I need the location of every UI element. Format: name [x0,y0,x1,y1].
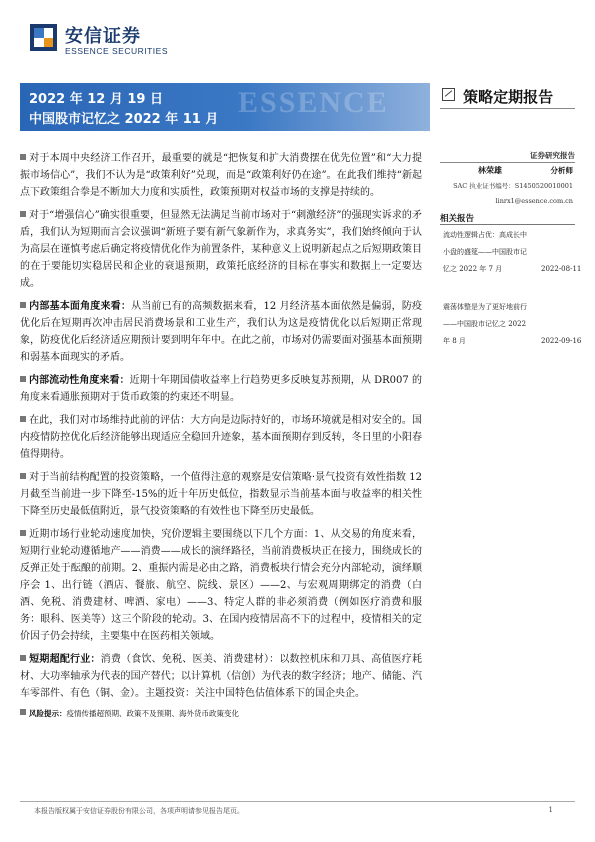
page-number: 1 [548,806,553,814]
report-category: 证券研究报告 [530,151,575,160]
body-paragraph: 对于当前结构配置的投资策略，一个值得注意的观察是安信策略·景气投资有效性指数 12 月截至当前进一步下降至-15%的近十年历史低位，指数显示当前基本面与收益率的相关性下降至历史最低值附近，景气投资策略的有效性也下降至历史最低。 [20,472,422,517]
body-paragraph: 对于本周中央经济工作召开，最重要的就是“把恢复和扩大消费摆在优先位置”和“大力提振市场信心”，我们不认为是“政策利好”兑现，而是“政策利好仍在途”。在此我们维持“新起点下政策组合拳是不断加大力度和实质性，政策预期对权益市场的支撑是持续的。 [20,153,422,198]
author-email[interactable]: linrx1@essence.com.cn [495,197,573,205]
report-body [20,150,422,726]
bullet-square-icon [20,655,26,661]
footer-divider [20,801,575,802]
body-paragraph: 近期市场行业轮动速度加快，究价逻辑主要围绕以下几个方面：1、从交易的角度来看，短期行业轮动遵循地产——消费——成长的演绎路径，当前消费板块正在接力，围绕成长的反弹正处于酝酿的前期。2、重振内需是必由之路，消费板块行情会充分内部轮动，演绎顺序会 1、出行链（酒店、餐旅、航空、院线、景区）——2、与宏观周期绑定的消费（白酒、免税、消费建材、啤酒、家电）——3、特定人群的非必须消费（例如医疗消费和服务：眼科、医美等）这三个阶段的轮动。3、在国内疫情居高不下的过程中，疫情相关的定价因子仍会持续，主要集中在医药相关领域。 [20,529,422,642]
body-paragraph: 对于“增强信心”确实很重要，但显然无法满足当前市场对于“刺激经济”的强现实诉求的矛盾，我们认为短期而言会议强调“新班子要有新气象新作为，求真务实”，我们始终倾向于认为高层在谨慎考虑后确定将疫情优化作为前置条件，某种意义上说明新起点之后短期政策目的在于要能切实稳居民和企业的衰退预期，政策托底经济的目标在事实和数据上一定要达成。 [20,210,422,289]
related-report-item[interactable] [443,227,582,278]
bullet-square-icon [20,154,26,160]
company-logo [30,22,180,62]
logo-name-en: ESSENCE SECURITIES [65,46,168,56]
divider [440,224,575,225]
related-report-item[interactable] [443,299,582,350]
report-date: 2022 年 12 月 19 日 [29,92,163,107]
logo-mark-icon [30,24,57,51]
header-banner [20,83,430,131]
report-type [442,86,553,107]
related-reports-heading: 相关报告 [440,214,475,224]
report-type-label: 策略定期报告 [463,88,554,106]
bullet-square-icon [20,530,26,536]
related-report-title: 震荡体整是为了更好地前行——中国股市记忆之 2022 年 8 月 [443,303,527,345]
related-report-date: 2022-09-16 [541,337,582,345]
logo-name-cn: 安信证券 [65,26,141,47]
bullet-square-icon [20,709,26,715]
bullet-square-icon [20,211,26,217]
body-paragraph: 内部流动性角度来看：近期十年期国债收益率上行趋势更多反映复苏预期，从 DR007 的角度来看通胀预期对于货币政策的约束还不明显。 [20,375,423,403]
footer-disclaimer: 本报告版权属于安信证券股份有限公司，各项声明请参见报告尾页。 [34,807,244,815]
body-paragraph: 内部基本面角度来看：从当前已有的高频数据来看，12 月经济基本面依然是偏弱，防疫优化后在短期再次冲击居民消费场景和工业生产，我们认为这是疫情优化以后短期正常现象，防疫优化后经济适应期预计要到明年年中。在此之前，市场对仍需要面对强基本面预期和弱基本面现实的矛盾。 [20,301,423,363]
divider [440,162,575,163]
author-role: 分析师 [550,166,573,175]
related-report-title: 流动性逻辑占优：高成长中小盘的盛筵——中国股市记忆之 2022 年 7 月 [443,231,527,273]
related-report-date: 2022-08-11 [541,265,582,273]
bullet-square-icon [20,376,26,382]
bullet-square-icon [20,473,26,479]
body-paragraph: 在此，我们对市场维持此前的评估：大方向是边际持好的，市场环境就是相对安全的。国内疫情防控优化后经济能够出现适应全稳回升迹象，基本面预期存到反转，冬日里的小阳春值得期待。 [20,415,422,460]
bullet-square-icon [20,416,26,422]
banner-watermark: ESSENCE [238,86,389,119]
author-name: 林荣雄 [478,165,502,175]
body-paragraph: 短期超配行业：消费（食饮、免税、医美、消费建材）：以数控机床和刀具、高值医疗耗材、大功率轴承为代表的国产替代；以计算机（信创）为代表的数字经济；地产、储能、汽车零部件、有色（铜、金）。主题投资：关注中国特色估值体系下的国企央企。 [20,654,423,699]
risk-warning: 风险提示：疫情传播超预期、政策不及预期、海外货币政策变化 [20,708,422,720]
divider [440,108,575,109]
report-icon [442,88,455,101]
report-title: 中国股市记忆之 2022 年 11 月 [29,112,219,127]
author-sac-number: SAC 执业证书编号：S1450520010001 [453,182,573,190]
bullet-square-icon [20,302,26,308]
